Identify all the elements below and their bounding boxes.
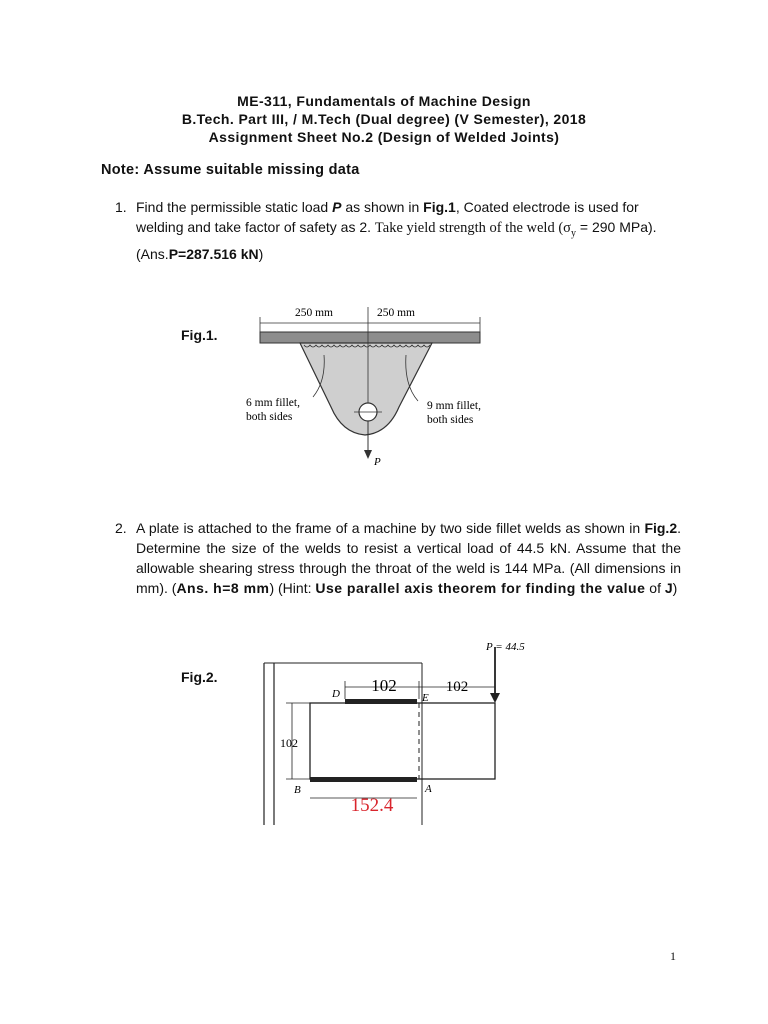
note-line: Note: Assume suitable missing data bbox=[101, 162, 360, 178]
top-weld bbox=[345, 699, 417, 704]
right-note-2: both sides bbox=[427, 414, 474, 426]
question-text: A plate is attached to the frame of a machine by two side fillet welds as shown in Fig.2. Determine the size of the welds to resist a vertical load of 44.5 kN. Assume that the allowable shearing stress through the throat of the weld is 144 MPa. (All dimensions in mm). (Ans. h=8 mm) (Hint: Use parallel axis theorem for finding the value of J) bbox=[136, 520, 681, 596]
assignment-title: Assignment Sheet No.2 (Design of Welded Joints) bbox=[208, 129, 560, 145]
dim-top-right: 102 bbox=[445, 679, 469, 695]
question-2 bbox=[101, 518, 681, 598]
load-label: P bbox=[374, 456, 381, 468]
load-arrow bbox=[364, 450, 372, 459]
point-D: D bbox=[332, 688, 340, 700]
left-note-2: both sides bbox=[246, 411, 293, 423]
document-header bbox=[0, 92, 768, 146]
dim-right: 250 mm bbox=[376, 307, 416, 319]
question-number: 2. bbox=[115, 520, 127, 536]
page-number: 1 bbox=[670, 949, 676, 963]
fig1-label: Fig.1. bbox=[181, 327, 218, 343]
question-text: Find the permissible static load P as shown in Fig.1, Coated electrode is used for welding and take factor of safety as 2. Take yield strength of the weld ($\sigma_y = 290$ MPa). (Ans.P=287.516 kN) bbox=[136, 199, 657, 262]
load-label: P = 44.5 bbox=[486, 641, 525, 653]
dim-top-left: 102 bbox=[371, 676, 397, 695]
fig2-label: Fig.2. bbox=[181, 669, 218, 685]
question-number: 1. bbox=[115, 199, 127, 215]
load-arrow bbox=[490, 693, 500, 703]
dim-height: 102 bbox=[280, 736, 298, 750]
left-note-1: 6 mm fillet, bbox=[246, 397, 300, 409]
point-B: B bbox=[294, 784, 301, 796]
bottom-weld bbox=[310, 777, 417, 782]
fig1-weld-diagram bbox=[228, 285, 508, 480]
course-title: ME-311, Fundamentals of Machine Design bbox=[237, 93, 531, 109]
support-plate bbox=[260, 332, 480, 343]
point-E: E bbox=[422, 692, 429, 704]
right-note-1: 9 mm fillet, bbox=[427, 400, 481, 412]
dim-left: 250 mm bbox=[294, 307, 334, 319]
fig2-weld-diagram bbox=[262, 633, 552, 825]
point-A: A bbox=[425, 783, 432, 795]
dim-bottom: 152.4 bbox=[350, 795, 394, 816]
program-line: B.Tech. Part III, / M.Tech (Dual degree) (V Semester), 2018 bbox=[181, 111, 587, 127]
question-1 bbox=[101, 197, 681, 264]
attached-plate bbox=[310, 703, 495, 779]
